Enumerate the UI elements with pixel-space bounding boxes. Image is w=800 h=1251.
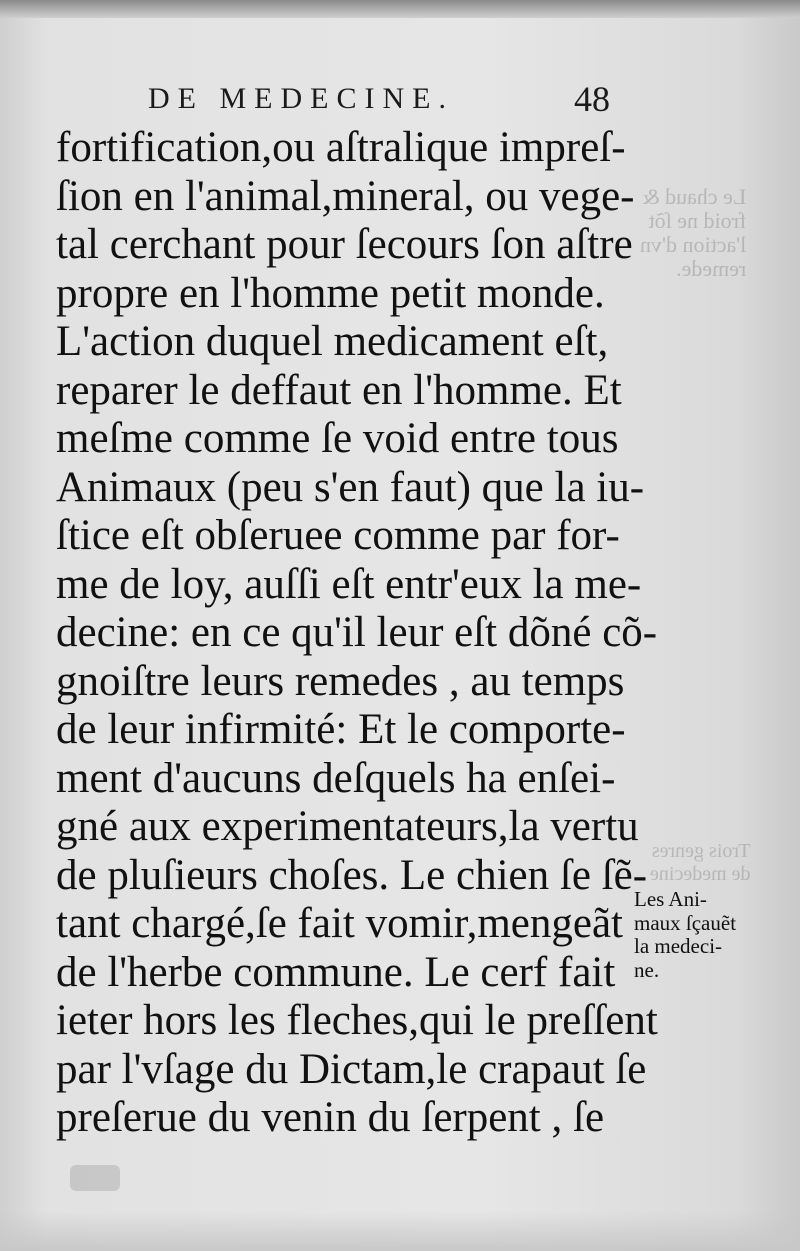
text-line: tal cerchant pour ſecours ſon aſtre — [56, 221, 633, 268]
text-line: gnoiſtre leurs remedes , au temps — [56, 657, 625, 705]
show-through-text-middle: Trois genres de medecine — [650, 840, 751, 885]
text-line: fortification,ou aſtralique impreſ- — [56, 124, 626, 171]
margin-note-line: maux ſçauẽt — [634, 910, 737, 935]
text-line: propre en l'homme petit monde. — [56, 269, 605, 317]
page-bottom-shadow — [0, 1211, 800, 1251]
show-through-text-top: Le chaud & froid ne ſõt l'action d'vn remede. — [640, 184, 747, 281]
text-line: Animaux (peu s'en faut) que la iu- — [56, 463, 645, 511]
margin-note-line: la medeci- — [634, 934, 723, 958]
text-line: ſion en l'animal,mineral, ou vege- — [56, 172, 635, 220]
text-line: ieter hors les fleches,qui le preſſent — [56, 997, 658, 1044]
text-line: me de loy, auſſi eſt entr'eux la me- — [56, 560, 642, 608]
text-line: de l'herbe commune. Le cerf fait — [56, 948, 616, 996]
text-line: reparer le deffaut en l'homme. Et — [56, 366, 622, 414]
text-line: par l'vſage du Dictam,le crapaut ſe — [56, 1045, 647, 1093]
text-line: gné aux experimentateurs,la vertu — [56, 803, 639, 850]
text-line: de pluſieurs choſes. Le chien ſe ſẽ- — [56, 851, 648, 899]
body-text — [56, 124, 658, 1143]
running-head: DE MEDECINE. — [148, 82, 454, 115]
margin-note-line: ne. — [634, 957, 660, 982]
text-line: ment d'aucuns deſquels ha enſei- — [56, 754, 616, 802]
text-line: tant chargé,ſe fait vomir,mengeãt — [56, 900, 623, 947]
text-line: preſerue du venin du ſerpent , ſe — [56, 1094, 605, 1141]
margin-note-line: Les Ani- — [634, 887, 707, 911]
text-line: de leur infirmité: Et le comporte- — [56, 706, 626, 753]
text-line: ſtice eſt obſeruee comme par for- — [56, 512, 620, 559]
marginal-note — [634, 888, 784, 982]
text-line: L'action duquel medicament eſt, — [56, 318, 609, 365]
page-number: 48 — [574, 79, 610, 119]
page-top-shadow — [0, 0, 800, 18]
ink-smudge — [70, 1165, 120, 1191]
text-line: decine: en ce qu'il leur eſt dõné cõ- — [56, 609, 658, 656]
text-line: meſme comme ſe void entre tous — [56, 415, 619, 462]
